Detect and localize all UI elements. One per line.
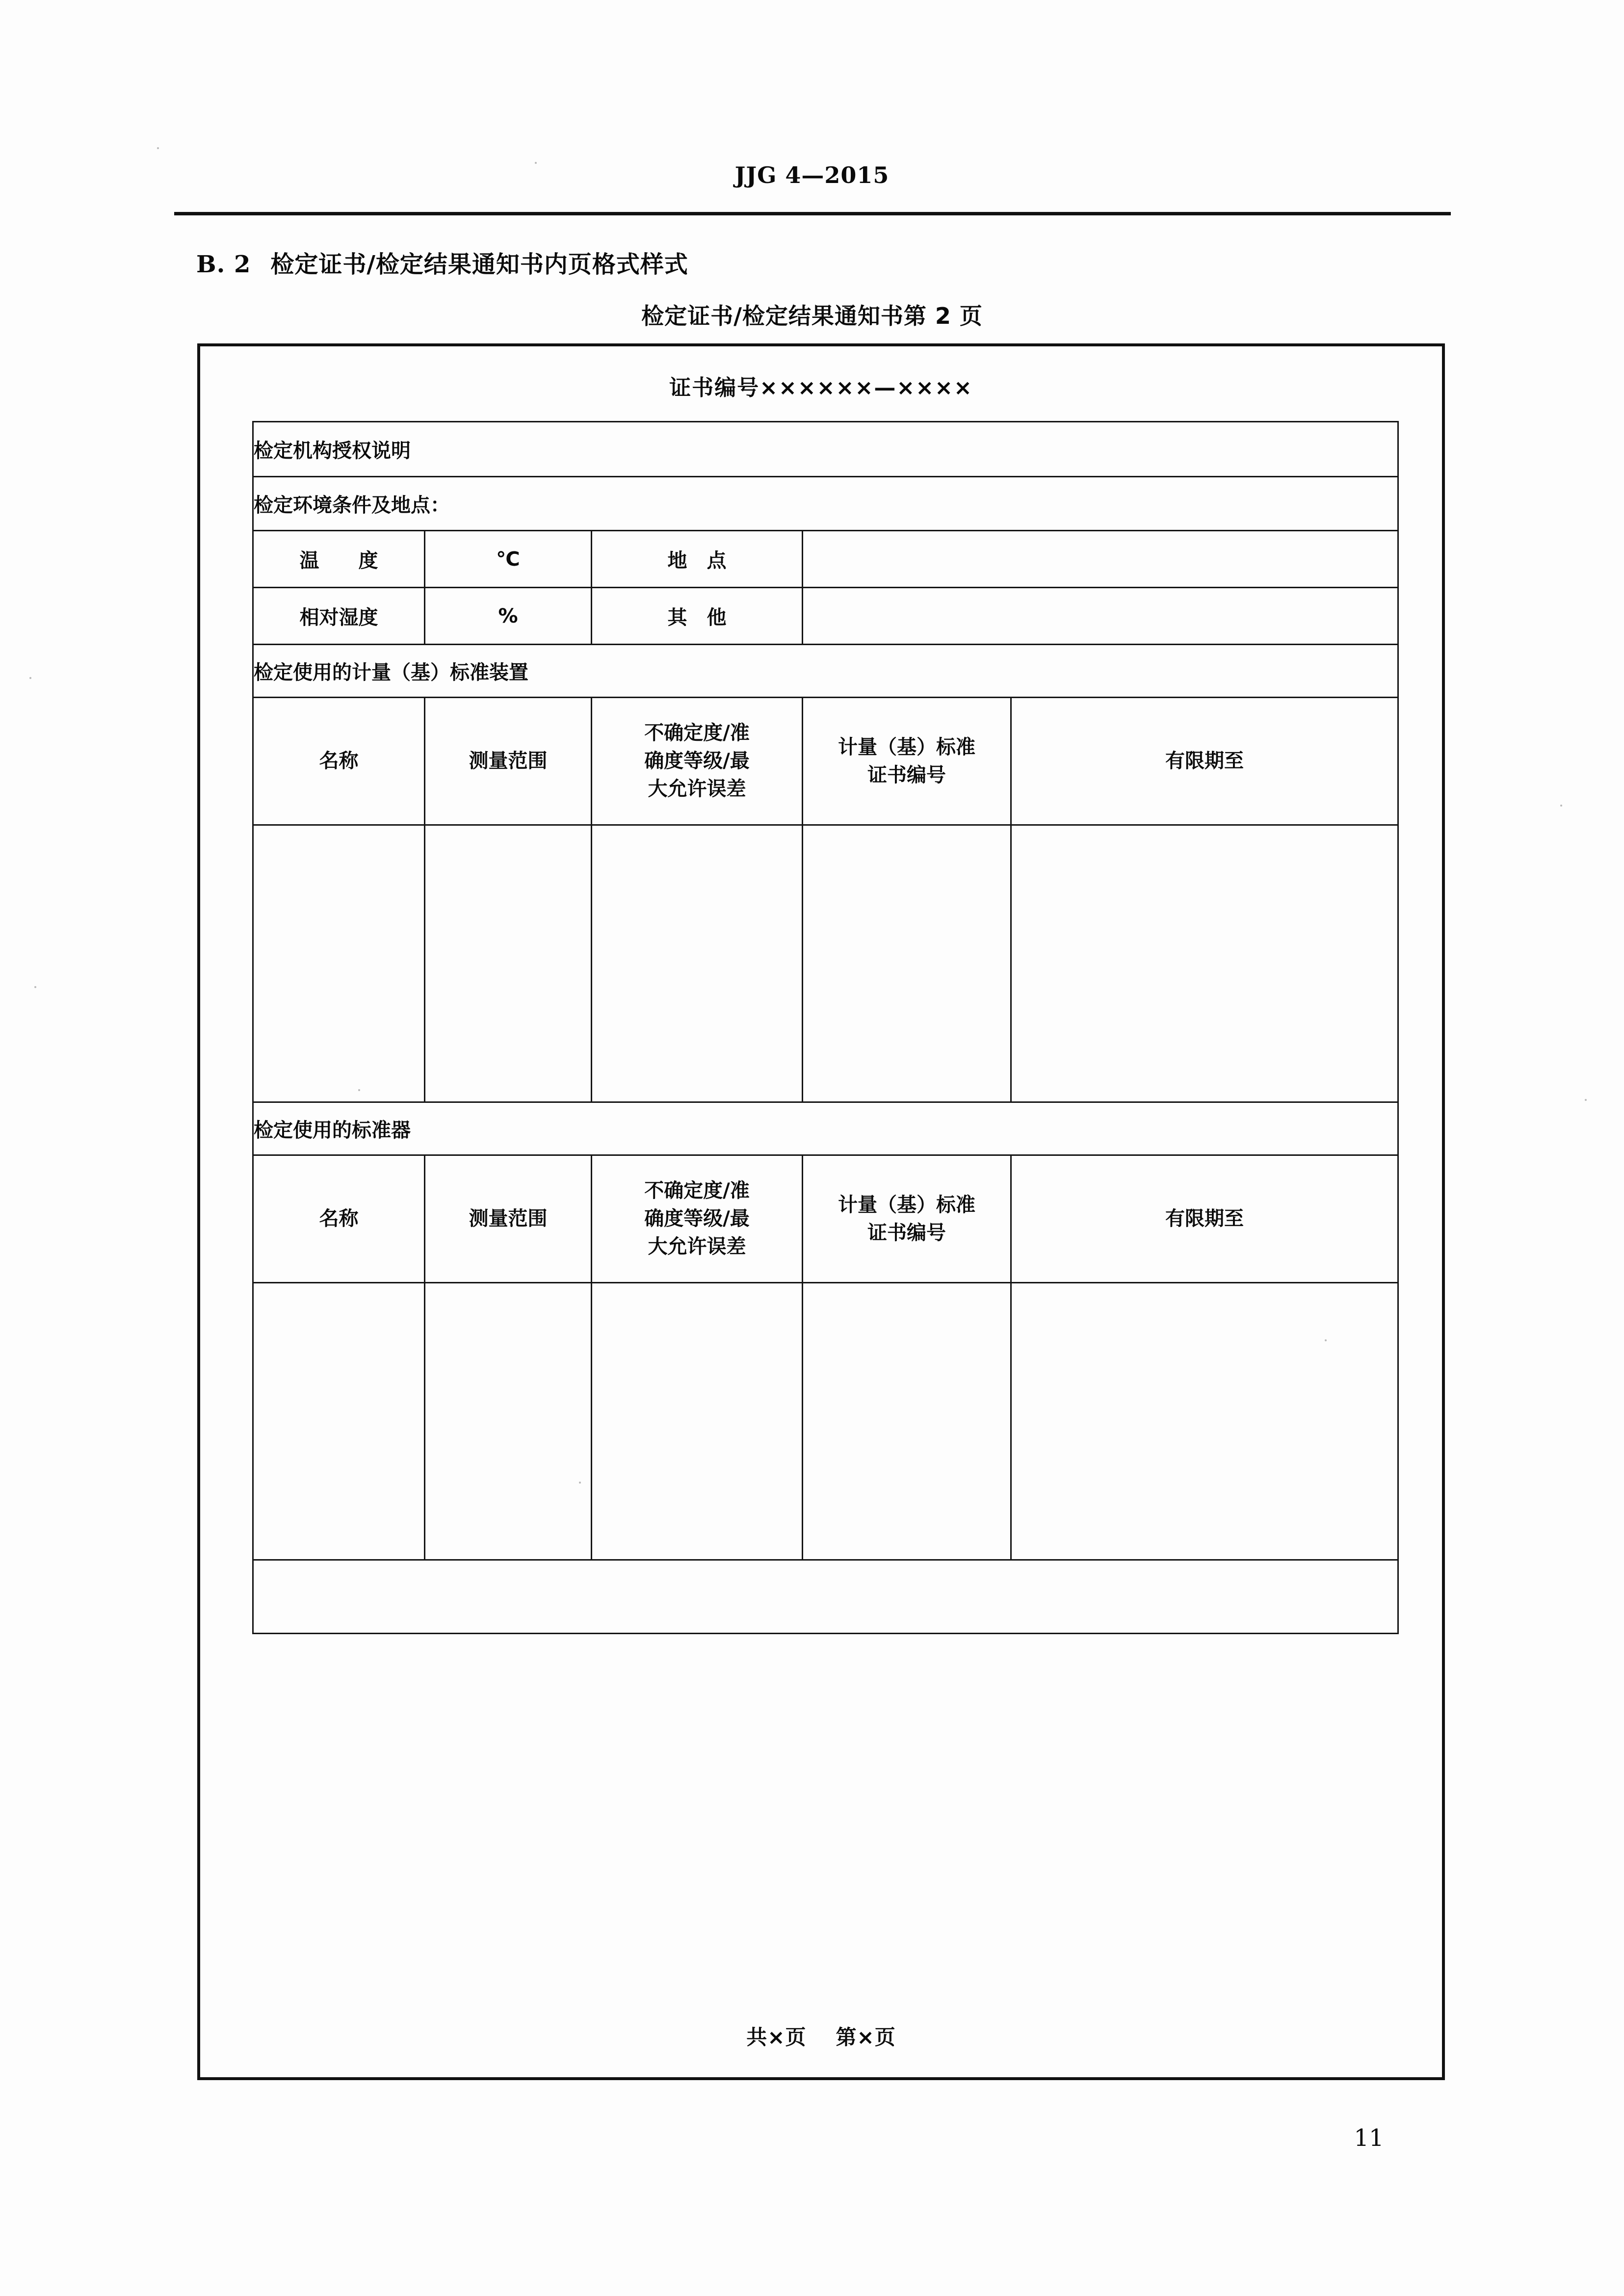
uncertainty-line-1: 不确定度/准 [644,1179,750,1202]
column-header-valid-until: 有限期至 [1011,1155,1398,1283]
scan-speck [29,677,31,679]
certificate-inner-table [252,421,1399,1634]
certificate-form-box [197,343,1445,2080]
certificate-number: 证书编号××××××—×××× [669,375,973,400]
table-row-standard-device-headers [253,698,1398,825]
table-row-temperature [253,531,1398,588]
environment-label-cell: 检定环境条件及地点： [253,477,1398,531]
other-value[interactable] [803,588,1398,645]
column-header-uncertainty [592,698,803,825]
cell-name[interactable] [253,825,425,1102]
table-row-standard-device-entry [253,825,1398,1102]
std-cert-no-line-1: 计量（基）标准 [838,735,975,758]
cell-valid-until[interactable] [1011,825,1398,1102]
form-subtitle: 检定证书/检定结果通知书第 2 页 [641,303,983,329]
standard-instrument-section-title: 检定使用的标准器 [253,1102,1398,1155]
section-number: B. 2 [196,251,251,278]
table-row-standard-instrument-headers [253,1155,1398,1283]
standard-device-section-title: 检定使用的计量（基）标准装置 [253,645,1398,698]
cell-name[interactable] [253,1283,425,1560]
column-header-range: 测量范围 [425,698,592,825]
column-header-name: 名称 [253,1155,425,1283]
column-header-valid-until: 有限期至 [1011,698,1398,825]
scan-speck [579,1482,581,1484]
section-title: 检定证书/检定结果通知书内页格式样式 [270,251,688,278]
table-row-authorization [253,422,1398,477]
scan-speck [535,162,537,164]
scan-speck [1585,1099,1587,1101]
table-row-environment-label [253,477,1398,531]
other-label: 其 他 [592,588,803,645]
scan-speck [1325,1339,1327,1341]
humidity-unit: % [425,588,592,645]
cell-uncertainty[interactable] [592,825,803,1102]
table-row-trailing-blank [253,1560,1398,1634]
table-row-standard-instrument-title [253,1102,1398,1155]
column-header-range: 测量范围 [425,1155,592,1283]
cell-std-cert-no[interactable] [803,1283,1011,1560]
column-header-uncertainty [592,1155,803,1283]
scan-speck [34,986,36,988]
uncertainty-line-2: 确度等级/最 [644,1207,750,1230]
uncertainty-line-1: 不确定度/准 [644,722,750,745]
running-head: JJG 4—2015 [734,162,890,188]
std-cert-no-line-2: 证书编号 [867,763,946,786]
form-page-footer [200,2021,1442,2051]
footer-total-pages: 共×页 [746,2025,807,2049]
location-label: 地 点 [592,531,803,588]
column-header-name: 名称 [253,698,425,825]
table-row-standard-device-title [253,645,1398,698]
cell-valid-until[interactable] [1011,1283,1398,1560]
authorization-note-cell: 检定机构授权说明 [253,422,1398,477]
uncertainty-line-3: 大允许误差 [648,1235,746,1258]
trailing-blank-cell[interactable] [253,1560,1398,1634]
uncertainty-line-3: 大允许误差 [648,777,746,800]
cell-range[interactable] [425,825,592,1102]
cell-range[interactable] [425,1283,592,1560]
uncertainty-line-2: 确度等级/最 [644,750,750,773]
header-rule [174,212,1451,215]
temperature-label: 温 度 [253,531,425,588]
column-header-std-cert-no [803,1155,1011,1283]
temperature-unit: ℃ [425,531,592,588]
footer-current-page: 第×页 [836,2025,896,2049]
scan-speck [1560,805,1562,807]
section-heading [196,245,688,279]
std-cert-no-line-2: 证书编号 [867,1221,946,1244]
location-value[interactable] [803,531,1398,588]
std-cert-no-line-1: 计量（基）标准 [838,1193,975,1216]
column-header-std-cert-no [803,698,1011,825]
page-number: 11 [1354,2124,1384,2152]
scan-speck [157,147,159,149]
cell-std-cert-no[interactable] [803,825,1011,1102]
table-row-standard-instrument-entry [253,1283,1398,1560]
humidity-label: 相对湿度 [253,588,425,645]
scan-speck [358,1089,360,1091]
cell-uncertainty[interactable] [592,1283,803,1560]
table-row-humidity [253,588,1398,645]
